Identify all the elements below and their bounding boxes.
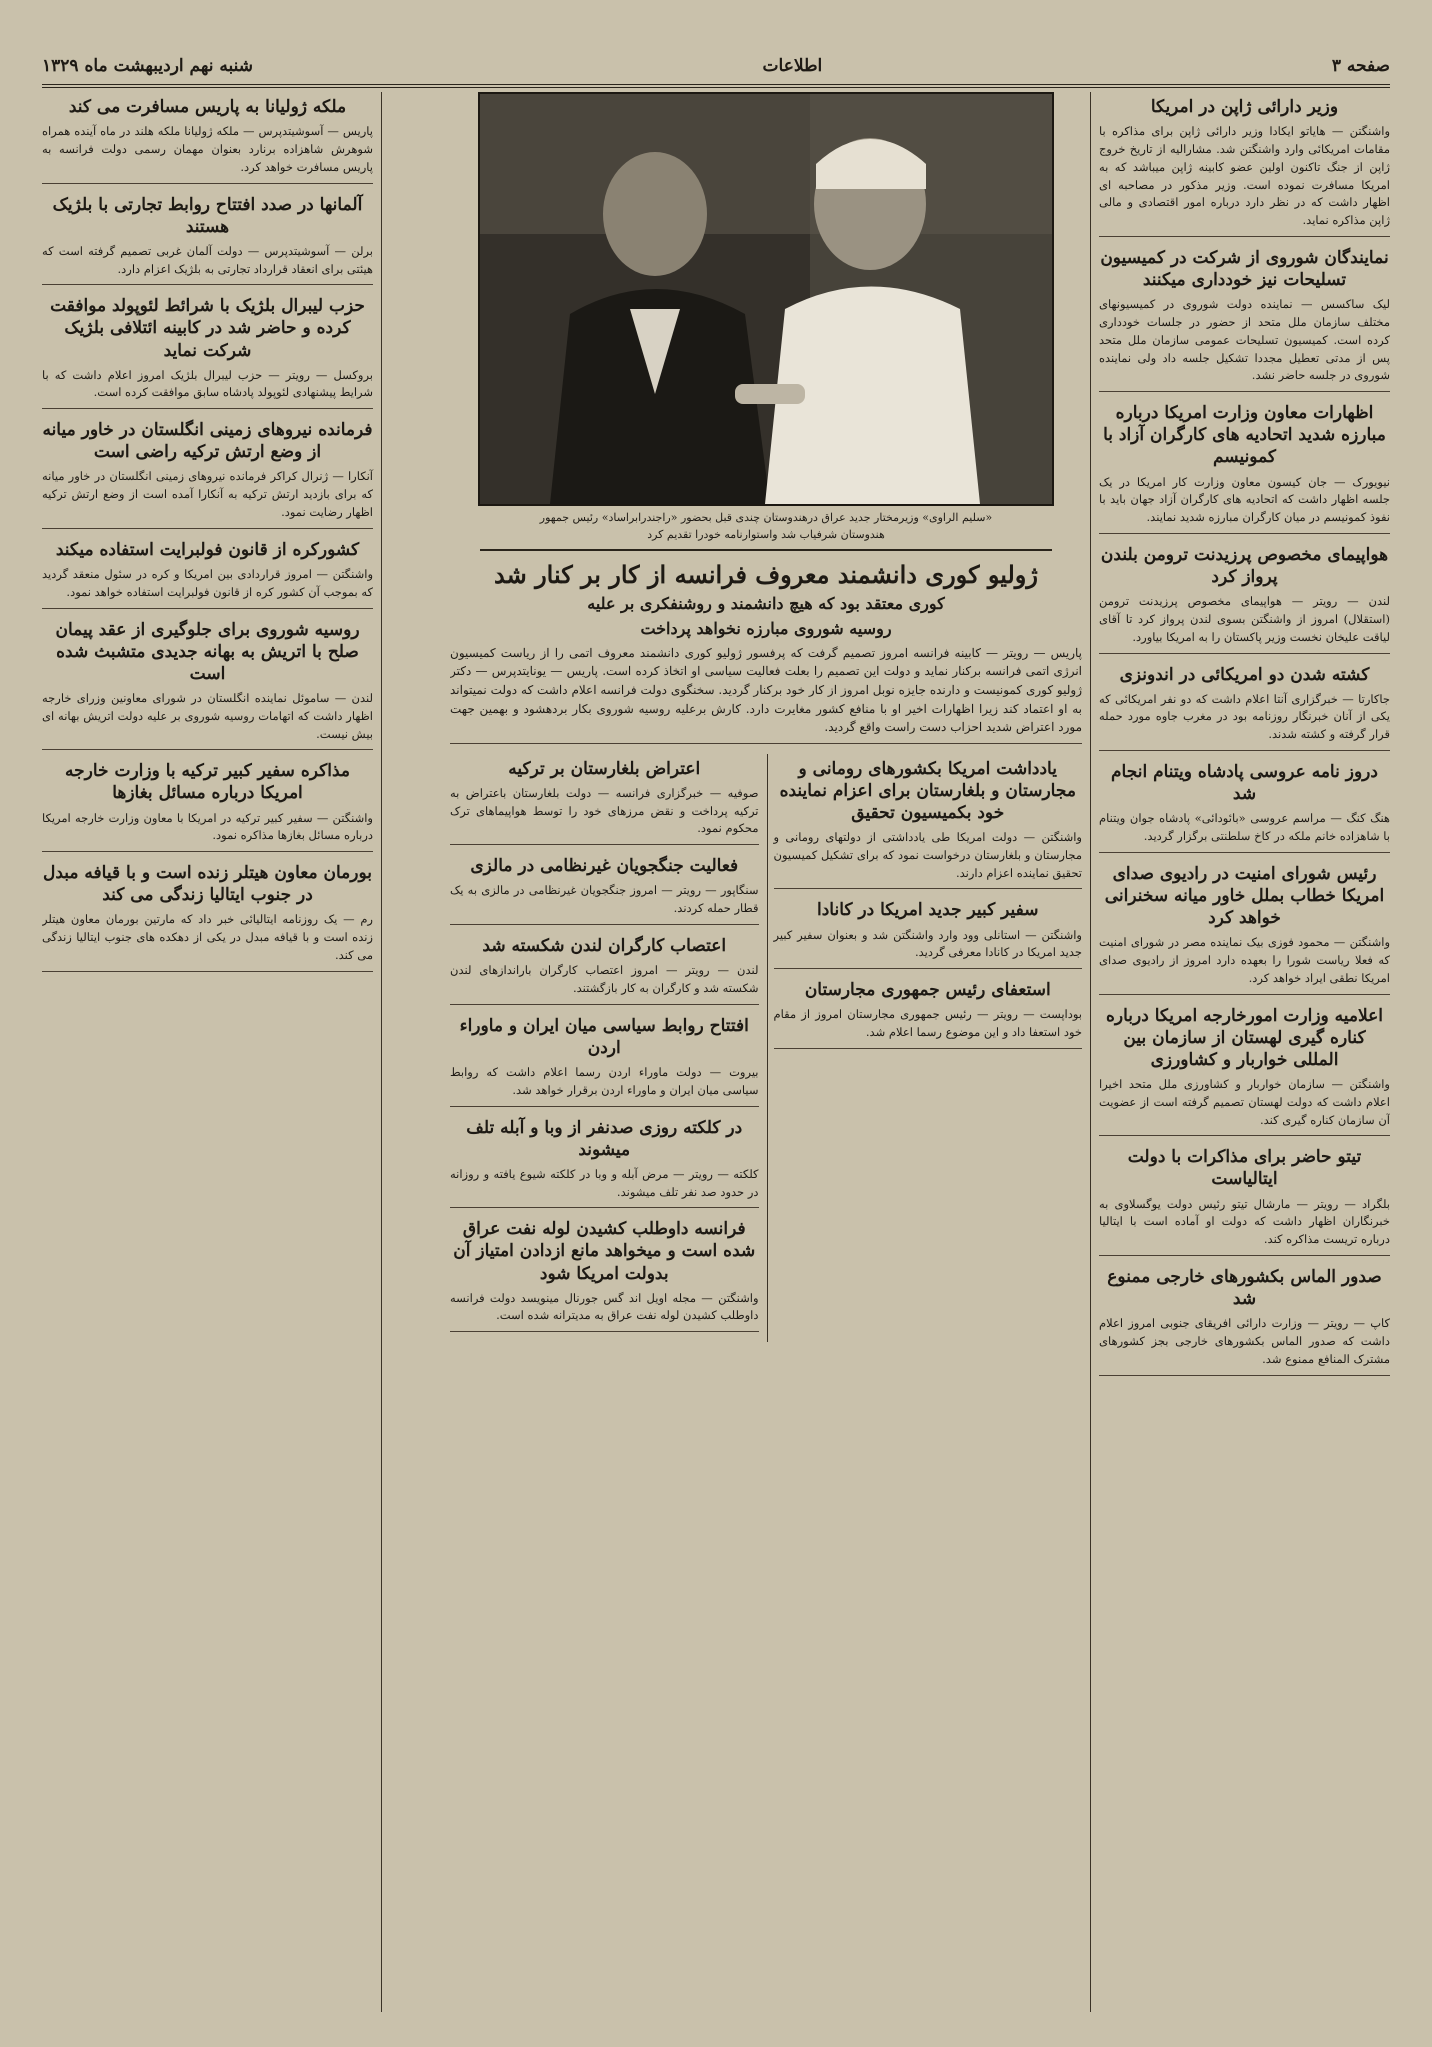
article-headline: یادداشت امریکا بکشورهای رومانی و مجارستان و بلغارستان برای اعزام نماینده خود بکمیسیون تحقیق — [779, 758, 1076, 823]
article — [42, 96, 373, 184]
article — [774, 758, 1083, 890]
article-headline: بورمان معاون هیتلر زنده است و با قیافه مبدل در جنوب ایتالیا زندگی می کند — [43, 863, 372, 906]
caption-line: هندوستان شرفیاب شد واستوارنامه خودرا تقدیم کرد — [647, 527, 885, 541]
article-body: سنگاپور — رویتر — امروز جنگجویان غیرنظامی در مالزی به یک قطار حمله کردند. — [450, 883, 759, 916]
caption-line: «سلیم الراوی» وزیرمختار جدید عراق درهندوستان چندی قبل بحضور «راجندرابراساد» رئیس جمهور — [539, 511, 993, 524]
article-headline: فرانسه داوطلب کشیدن لوله نفت عراق شده است و میخواهد مانع ازدادن امتیاز آن بدولت امریکا شود — [453, 1219, 756, 1284]
article-headline: دروز نامه عروسی پادشاه ویتنام انجام شد — [1111, 762, 1378, 805]
article — [774, 899, 1083, 969]
article — [774, 979, 1083, 1049]
article-body: پاریس — آسوشیتدپرس — ملکه ژولیانا ملکه هلند در ماه آینده همراه شوهرش شاهزاده برنارد بعنوان مهمان رسمی دولت فرانسه به پاریس مسافرت خواهد کرد. — [42, 124, 373, 174]
article-body: جاکارتا — خبرگزاری آنتا اعلام داشت که دو نفر امریکائی که یکی از آنان خبرنگار روزنامه بود در مغرب جاوه مورد حمله قرار گرفته و کشته شدند. — [1099, 691, 1390, 742]
article — [450, 1218, 759, 1332]
article-body: برلن — آسوشیتدپرس — دولت آلمان غربی تصمیم گرفته است که هیئتی برای انعقاد قرارداد تجارتی به بلژیک اعزام دارد. — [42, 243, 373, 276]
article-headline: ملکه ژولیانا به پاریس مسافرت می کند — [68, 97, 347, 117]
article-body: بوداپست — رویتر — رئیس جمهوری مجارستان امروز از مقام خود استعفا داد و این موضوع رسما اعلام شد. — [773, 1007, 1082, 1040]
article-body: لیک ساکسس — نماینده دولت شوروی در کمیسیونهای مختلف سازمان ملل متحد از حضور در جلسات خودداری کرده است. کمیسیون تسلیحات عمومی سازمان ملل متحد پس از مدتی تعطیل مجددا تشکیل جلسه داد ولی نماینده شوروی در جلسه حاضر نشد. — [1099, 297, 1390, 383]
article — [42, 419, 373, 529]
article — [450, 855, 759, 925]
article-headline: فعالیت جنگجویان غیرنظامی در مالزی — [470, 856, 739, 877]
lead-body: پاریس — رویتر — کابینه فرانسه امروز تصمیم گرفت که پرفسور ژولیو کوری دانشمند معروف اتمی را از ریاست کمیسیون انرژی اتمی فرانسه برکنار نماید و دولت این تصمیم را بعلت فعالیت سیاسی او اتخاذ کرده است. پاریس — یونایتدپرس — دکتر ژولیو کوری کمونیست و دارنده جایزه نوبل امروز از کار خود برکنار گردید. سخنگوی دولت فرانسه اعلام داشت که دولت نمیتواند به او اعتماد کند زیرا اظهارات اخیر او با منافع کشور مغایرت دارد. کارش برعلیه روسیه شوروی بکار بردهشود و بهمین جهت مورد اعتراض شدید احزاب دست راست واقع گردید. — [450, 645, 1082, 735]
lead-article — [450, 559, 1082, 744]
article — [1099, 544, 1390, 654]
article-body: واشنگتن — سازمان خواربار و کشاورزی ملل متحد اخیرا اعلام داشت که دولت لهستان تصمیم گرفته است از عضویت آن سازمان کناره گیری کند. — [1099, 1076, 1390, 1127]
article — [450, 1015, 759, 1107]
article — [450, 1117, 759, 1209]
article-body: واشنگتن — دولت امریکا طی یادداشتی از دولتهای رومانی و مجارستان و بلغارستان درخواست نمود که برای تشکیل کمیسیون تحقیق نماینده اعزام دارند. — [773, 830, 1082, 880]
article-body: بیروت — دولت ماوراء اردن رسما اعلام داشت که روابط سیاسی میان ایران و ماوراء اردن برقرار خواهد شد. — [450, 1064, 759, 1097]
left-column — [42, 92, 382, 2012]
lead-subhead: روسیه شوروی مبارزه نخواهد پرداخت — [640, 618, 892, 638]
article-headline: رئیس شورای امنیت در رادیوی صدای امریکا خطاب بملل خاور میانه سخنرانی خواهد کرد — [1104, 863, 1385, 929]
article — [1099, 1005, 1390, 1137]
article-body: واشنگتن — هایاتو ایکادا وزیر دارائی ژاپن برای مذاکره با مقامات امریکائی وارد واشنگتن شد. مشارالیه از تاریخ خروج ژاپن از جنگ تاکنون اولین عضو کابینه ژاپن میباشد که به امریکا مسافرت نموده است. وزیر مذکور در مصاحبه ای اظهار داشت که در نظر دارد درباره امور اقتصادی و مالی ژاپن مذاکره نماید. — [1099, 124, 1390, 228]
center-subcolumn — [767, 754, 1083, 1343]
article — [1099, 96, 1390, 237]
right-column — [1090, 92, 1390, 2012]
article-body: کاپ — رویتر — وزارت دارائی افریقای جنوبی امروز اعلام داشت که صدور الماس بکشورهای خارجی بجز کشورهای مشترک المنافع ممنوع شد. — [1099, 1316, 1390, 1366]
article-headline: اعتصاب کارگران لندن شکسته شد — [482, 936, 727, 956]
article — [450, 758, 759, 846]
article — [450, 935, 759, 1005]
article-headline: در کلکته روزی صدنفر از وبا و آبله تلف میشوند — [466, 1117, 743, 1160]
article-body: واشنگتن — سفیر کبیر ترکیه در امریکا با معاون وزارت خارجه امریکا درباره مسائل بغازها مذاکره نمود. — [42, 810, 373, 843]
news-photo — [478, 92, 1054, 506]
center-subcolumn — [450, 754, 759, 1343]
article-body: رم — یک روزنامه ایتالیائی خبر داد که مارتین بورمان معاون هیتلر زنده است و با قیافه مبدل در یکی از دهکده های جنوب ایتالیا زندگی می کند. — [42, 912, 373, 962]
lead-headline: ژولیو کوری دانشمند معروف فرانسه از کار بر کنار شد — [494, 560, 1038, 589]
lead-subhead: کوری معتقد بود که هیچ دانشمند و روشنفکری بر علیه — [587, 594, 945, 614]
article-headline: کشورکره از قانون فولبرایت استفاده میکند — [55, 539, 360, 560]
center-subcolumns — [450, 754, 1082, 1343]
article — [42, 539, 373, 609]
article-headline: هواپیمای مخصوص پرزیدنت ترومن بلندن پرواز کرد — [1100, 544, 1389, 588]
article-body: کلکته — رویتر — مرض آبله و وبا در کلکته شیوع یافته و روزانه در حدود صد نفر تلف میشوند. — [450, 1166, 759, 1199]
article-headline: نمایندگان شوروی از شرکت در کمیسیون تسلیحات نیز خودداری میکنند — [1100, 247, 1389, 291]
article-body: بروکسل — رویتر — حزب لیبرال بلژیک امروز اعلام داشت که با شرایط پیشنهادی لئوپولد پادشاه سابق موافقت کرده است. — [42, 367, 373, 400]
article-headline: حزب لیبرال بلژیک با شرائط لئوپولد موافقت کرده و حاضر شد در کابینه ائتلافی بلژیک شرکت نماید — [50, 296, 365, 361]
article-body: آنکارا — ژنرال کراکر فرمانده نیروهای زمینی انگلستان در خاور میانه که برای بازدید ارتش ترکیه به آنکارا آمده است از وضع ارتش ترکیه اظهار رضایت نمود. — [42, 469, 373, 520]
article-headline: استعفای رئیس جمهوری مجارستان — [804, 980, 1051, 1001]
article-headline: اظهارات معاون وزارت امریکا درباره مبارزه شدید اتحادیه های کارگران آزاد با کمونیسم — [1103, 403, 1386, 468]
article-headline: تیتو حاضر برای مذاکرات با دولت ایتالیاست — [1127, 1147, 1362, 1190]
article-headline: صدور الماس بکشورهای خارجی ممنوع شد — [1107, 1266, 1382, 1310]
article-body: لندن — ساموئل نماینده انگلستان در شورای معاونین وزرای خارجه اظهار داشت که اتهامات روسیه شوروی بر علیه دولت اتریش بهانه ای بیش نیست. — [42, 690, 373, 741]
photo-illustration — [480, 94, 1052, 504]
article-body: صوفیه — خبرگزاری فرانسه — دولت بلغارستان باعتراض به ترکیه پرداخت و نقض مرزهای خود را توسط هواپیماهای ترک محکوم نمود. — [450, 785, 759, 836]
article-headline: آلمانها در صدد افتتاح روابط تجارتی با بلژیک هستند — [52, 194, 363, 237]
page-number: صفحه ۳ — [1331, 56, 1390, 76]
article-headline: سفیر کبیر جدید امریکا در کانادا — [816, 900, 1039, 921]
article-body: واشنگتن — مجله اویل اند گس جورنال مینویسد دولت فرانسه داوطلب کشیدن لوله نفت عراق به مدیترانه شده است. — [450, 1290, 759, 1323]
article-body: لندن — رویتر — هواپیمای مخصوص پرزیدنت ترومن (استقلال) امروز از واشنگتن بسوی لندن پرواز کرد تا آقای لیاقت علیخان نخست وزیر پاکستان را به امریکا بیاورد. — [1099, 594, 1390, 644]
article — [1099, 402, 1390, 534]
article-body: بلگراد — رویتر — مارشال تیتو رئیس دولت یوگسلاوی به خبرنگاران اظهار داشت که دولت او آماده است با ایتالیا درباره تریست مذاکره کند. — [1099, 1196, 1390, 1247]
article — [42, 194, 373, 286]
article-headline: کشته شدن دو امریکائی در اندونزی — [1119, 664, 1370, 685]
article-body: واشنگتن — استانلی وود وارد واشنگتن شد و بعنوان سفیر کبیر جدید امریکا در کانادا معرفی گردید. — [773, 927, 1082, 960]
article — [1099, 247, 1390, 392]
article — [1099, 664, 1390, 752]
center-column — [450, 92, 1082, 2012]
article-body: لندن — رویتر — امروز اعتصاب کارگران باراندازهای لندن شکسته شد و کارگران به کار بازگشتند. — [450, 963, 759, 995]
article — [1099, 1146, 1390, 1256]
newspaper-title: اطلاعات — [762, 56, 823, 76]
article-body: واشنگتن — محمود فوزی بیک نماینده مصر در شورای امنیت که فعلا ریاست شورا را بعهده دارد امروز از رادیوی صدای امریکا نطقی ایراد خواهد کرد. — [1099, 935, 1390, 985]
article-body: هنگ کنگ — مراسم عروسی «بائودائی» پادشاه جوان ویتنام با شاهزاده خانم ملکه در کاخ سلطنتی برگزار گردید. — [1099, 811, 1390, 844]
masthead — [42, 52, 1390, 88]
article-body: واشنگتن — امروز قراردادی بین امریکا و کره در سئول منعقد گردید که بموجب آن کشور کره از قانون فولبرایت استفاده خواهد نمود. — [42, 566, 373, 599]
article — [42, 760, 373, 852]
article-headline: وزیر دارائی ژاپن در امریکا — [1150, 97, 1339, 117]
article-headline: اعتراض بلغارستان بر ترکیه — [508, 758, 701, 779]
article — [1099, 761, 1390, 853]
article-headline: اعلامیه وزارت امورخارجه امریکا درباره کناره گیری لهستان از سازمان بین المللی خواربار و کشاورزی — [1105, 1005, 1384, 1070]
article — [1099, 863, 1390, 995]
article — [1099, 1266, 1390, 1376]
article-headline: افتتاح روابط سیاسی میان ایران و ماوراء اردن — [459, 1015, 749, 1058]
issue-date: شنبه نهم اردیبهشت ماه ۱۳۲۹ — [42, 56, 253, 76]
article-headline: روسیه شوروی برای جلوگیری از عقد پیمان صلح با اتریش به بهانه جدیدی متشبث شده است — [55, 619, 360, 684]
article — [42, 295, 373, 409]
article-body: نیویورک — جان کیسون معاون وزارت کار امریکا در یک جلسه اظهار داشت که اتحادیه های کارگران آزاد جهان باید با نفوذ کمونیسم در میان کارگران مبارزه شدید نمایند. — [1099, 474, 1390, 525]
photo-caption — [480, 510, 1052, 551]
article — [42, 862, 373, 972]
article-headline: فرمانده نیروهای زمینی انگلستان در خاور میانه از وضع ارتش ترکیه راضی است — [42, 420, 373, 463]
article-headline: مذاکره سفیر کبیر ترکیه با وزارت خارجه امریکا درباره مسائل بغازها — [65, 761, 350, 804]
article — [42, 619, 373, 751]
